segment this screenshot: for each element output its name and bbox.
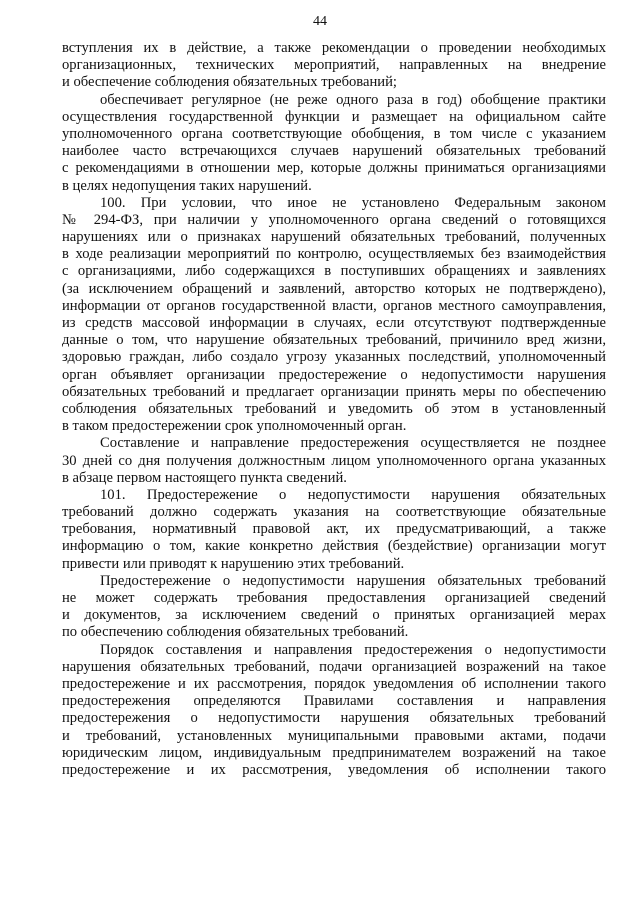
document-body bbox=[62, 40, 606, 779]
text-line: соблюдения обязательных требований и уведомить об этом в установленный bbox=[62, 400, 606, 417]
text-line: обязательных требований и предлагает организации принять меры по обеспечению bbox=[62, 383, 606, 400]
text-line: информацию о том, какие конкретно действия (бездействие) организации могут bbox=[62, 538, 606, 555]
text-line: Составление и направление предостережения осуществляется не позднее bbox=[100, 435, 606, 452]
text-line: уполномоченного органа соответствующие обобщения, в том числе с указанием bbox=[62, 125, 606, 142]
text-line: привести или приводят к нарушению этих требований. bbox=[62, 555, 405, 572]
text-line: требований должно содержать указания на соответствующие обязательные bbox=[62, 504, 606, 521]
text-line: нарушения обязательных требований, подачи организацией возражений на такое bbox=[62, 658, 606, 675]
text-line: из средств массовой информации в случаях, если отсутствуют подтвержденные bbox=[62, 315, 606, 331]
page-number: 44 bbox=[313, 14, 327, 29]
text-line: 101. Предостережение о недопустимости нарушения обязательных bbox=[100, 486, 606, 503]
text-line: нарушениях или о признаках нарушений обязательных требований, полученных bbox=[62, 229, 606, 246]
text-line: наиболее часто встречающихся случаев нарушений обязательных требований bbox=[62, 143, 606, 160]
text-line: с организациями, либо содержащихся в поступивших обращениях и заявлениях bbox=[62, 263, 606, 280]
text-line: юридическим лицом, индивидуальным предпринимателем возражений на такое bbox=[62, 744, 606, 761]
text-line: обеспечивает регулярное (не реже одного раза в год) обобщение практики bbox=[100, 91, 606, 108]
text-line: орган объявляет организации предостережение о недопустимости нарушения bbox=[62, 366, 606, 383]
text-line: в целях недопущения таких нарушений. bbox=[62, 177, 312, 194]
text-line: и требований, установленных муниципальными правовыми актами, подачи bbox=[62, 727, 606, 744]
text-line: данные о том, что нарушение обязательных требований, причинило вред жизни, bbox=[62, 332, 606, 349]
text-line: № 294-ФЗ, при наличии у уполномоченного органа сведений о готовящихся bbox=[62, 211, 606, 228]
text-line: осуществления государственной функции и размещает на официальном сайте bbox=[62, 108, 606, 125]
text-line: Предостережение о недопустимости нарушения обязательных требований bbox=[100, 572, 606, 589]
text-line: по обеспечению соблюдения обязательных требований. bbox=[62, 624, 409, 641]
text-line: организационных, технических мероприятий, направленных на внедрение bbox=[62, 57, 606, 74]
text-line: информации от органов государственной власти, органов местного самоуправления, bbox=[62, 297, 606, 314]
text-line: требования, нормативный правовой акт, их предусматривающий, а также bbox=[62, 521, 606, 538]
text-line: в ходе реализации мероприятий по контролю, осуществляемых без взаимодействия bbox=[62, 246, 606, 263]
text-line: предостережение и их рассмотрения, порядок уведомления об исполнении такого bbox=[62, 675, 606, 692]
text-line: в абзаце первом настоящего пункта сведений. bbox=[62, 469, 347, 486]
text-line: и обеспечение соблюдения обязательных требований; bbox=[62, 74, 397, 91]
text-line: (за исключением обращений и заявлений, авторство которых не подтверждено), bbox=[62, 280, 606, 297]
text-line: предостережения определяются Правилами составления и направления bbox=[62, 693, 606, 710]
text-line: 100. При условии, что иное не установлено Федеральным законом bbox=[100, 194, 606, 211]
text-line: Порядок составления и направления предостережения о недопустимости bbox=[100, 641, 606, 658]
text-line: и документов, за исключением сведений о принятых организацией мерах bbox=[62, 607, 606, 624]
text-line: предостережения о недопустимости нарушения обязательных требований bbox=[62, 710, 606, 727]
text-line: в таком предостережении срок уполномоченный орган. bbox=[62, 418, 407, 435]
text-line: с рекомендациями в отношении мер, которые должны приниматься организациями bbox=[62, 160, 606, 177]
text-line: 30 дней со дня получения должностным лицом уполномоченного органа указанных bbox=[62, 452, 606, 469]
text-line: предостережение и их рассмотрения, уведомления об исполнении такого bbox=[62, 761, 606, 778]
text-line: вступления их в действие, а также рекомендации о проведении необходимых bbox=[62, 40, 606, 56]
text-line: не может содержать требования предоставления организацией сведений bbox=[62, 590, 606, 606]
text-line: здоровью граждан, либо создало угрозу указанных последствий, уполномоченный bbox=[62, 349, 606, 366]
